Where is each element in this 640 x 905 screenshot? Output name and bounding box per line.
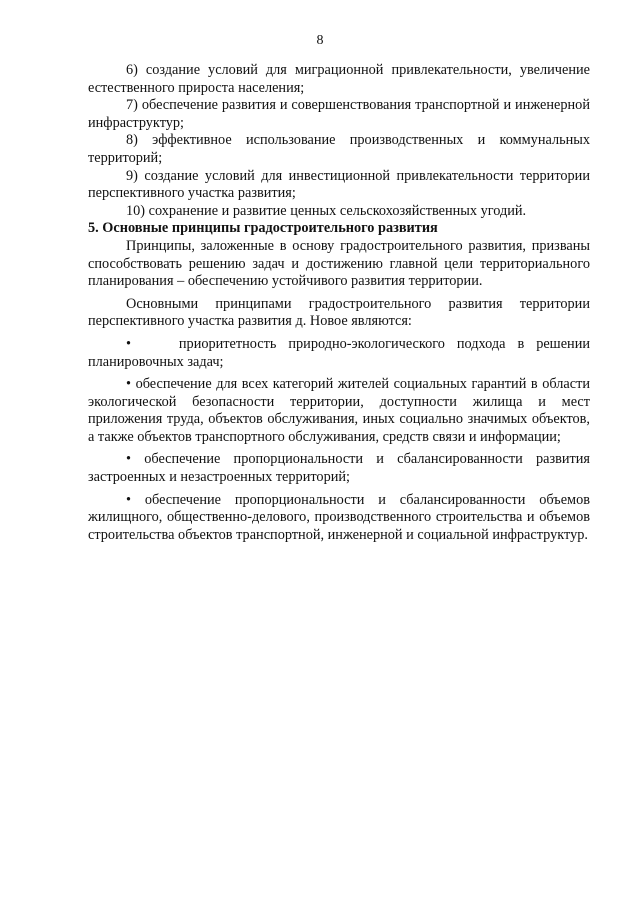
section-heading: 5. Основные принципы градостроительного развития xyxy=(88,220,438,237)
bullet-icon: • xyxy=(126,335,132,352)
bullet-item xyxy=(88,451,590,486)
bullet-text: обеспечение пропорциональности и сбалансированности развития застроенных и незастроенных территорий; xyxy=(88,451,591,486)
list-item: 8) эффективное использование производственных и коммунальных территорий; xyxy=(88,132,590,166)
bullet-icon: • xyxy=(126,491,132,508)
list-item: 10) сохранение и развитие ценных сельскохозяйственных угодий. xyxy=(126,202,527,219)
paragraph: Принципы, заложенные в основу градостроительного развития, призваны способствовать решению задач и достижению главной цели территориального планирования – обеспечению устойчивого развития территории. xyxy=(88,237,590,290)
bullet-icon: • xyxy=(126,451,132,468)
bullet-text: обеспечение для всех категорий жителей социальных гарантий в области экологической безопасности территории, доступности жилища и мест приложения труда, объектов обслуживания, иных социально значимых объектов, а также объектов транспортного обслуживания, средств связи и информации; xyxy=(88,376,590,445)
bullet-icon: • xyxy=(126,376,132,393)
list-item: 7) обеспечение развития и совершенствования транспортной и инженерной инфраструктур; xyxy=(88,97,590,131)
bullet-item xyxy=(88,376,590,446)
bullet-text: обеспечение пропорциональности и сбалансированности объемов жилищного, общественно-делового, производственного строительства и объемов строительства объектов транспортной, инженерной и социальной инфраструктур. xyxy=(88,491,590,543)
document-body xyxy=(88,62,590,544)
bullet-text: приоритетность природно-экологического подхода в решении планировочных задач; xyxy=(88,335,590,370)
bullet-item xyxy=(88,492,590,545)
paragraph: Основными принципами градостроительного развития территории перспективного участка развития д. Новое являются: xyxy=(88,295,590,330)
page-number: 8 xyxy=(316,33,324,48)
bullet-item xyxy=(88,336,590,371)
list-item: 6) создание условий для миграционной привлекательности, увеличение естественного прироста населения; xyxy=(88,62,590,96)
list-item: 9) создание условий для инвестиционной привлекательности территории перспективного участка развития; xyxy=(88,167,590,202)
